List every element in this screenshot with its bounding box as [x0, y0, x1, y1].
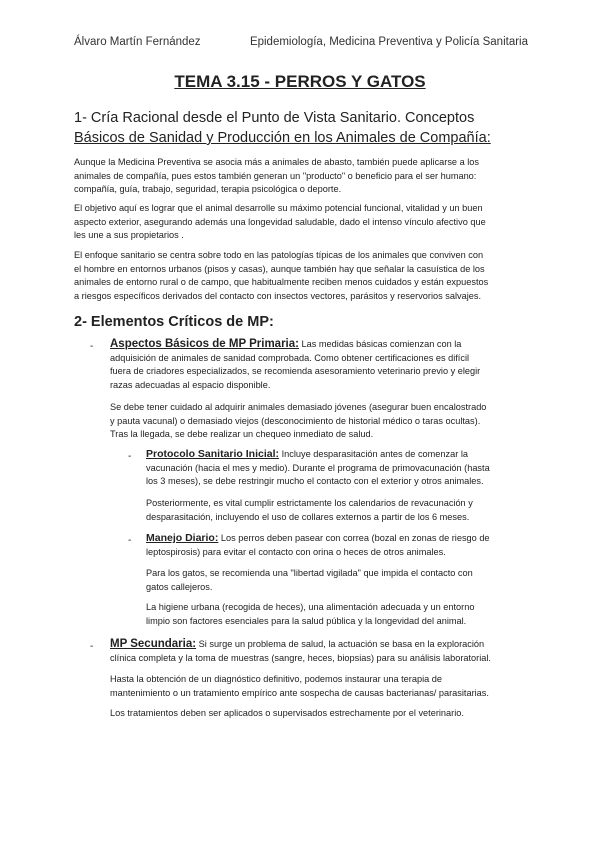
protocolo-label: Protocolo Sanitario Inicial:: [146, 448, 280, 460]
text-line: y pauta vacunal) o demasiado viejos (desconocimiento de historial médico o taras ocultas).: [110, 415, 481, 426]
manejo-paragraph-3: [146, 601, 536, 628]
manejo-line1: Los perros deben pasear con correa (bozal en zonas de riesgo de: [218, 533, 490, 543]
secundaria-label: MP Secundaria:: [110, 638, 197, 650]
text-line: leptospirosis) para evitar el contacto con orina o heces de otros animales.: [146, 546, 446, 557]
text-line: vacunación (hacia el mes y medio). Durante el programa de primovacunación (hasta: [146, 462, 490, 473]
protocolo-line1: Incluye desparasitación antes de comenzar la: [279, 449, 468, 459]
manejo-label: Manejo Diario:: [146, 532, 219, 544]
text-line: Se debe tener cuidado al adquirir animales demasiado jóvenes (asegurar buen encalostrado: [110, 402, 487, 412]
primaria-block: [110, 338, 535, 392]
text-line: razas adecuadas al espacio disponible.: [110, 379, 271, 390]
section1-heading-line1: 1- Cría Racional desde el Punto de Vista Sanitario. Conceptos: [74, 110, 475, 126]
text-line: animales de entorno rural o de campo, que habitualmente reciben menos cuidados y están expuestos: [74, 277, 489, 287]
secundaria-paragraph-3: [110, 707, 535, 721]
protocolo-block: [146, 448, 536, 489]
section1-heading: [74, 108, 534, 148]
secundaria-block: [110, 638, 535, 665]
manejo-paragraph-2: [146, 567, 536, 594]
text-line: La higiene urbana (recogida de heces), una alimentación adecuada y un entorno: [146, 602, 475, 612]
manejo-block: [146, 532, 536, 559]
page-title: TEMA 3.15 - PERROS Y GATOS: [174, 72, 426, 91]
text-line: compañía, guía, trabajo, seguridad, terapia psicológica o deporte.: [74, 184, 342, 194]
text-line: Para los gatos, se recomienda una "libertad vigilada" que impida el contacto con: [146, 568, 473, 578]
text-line: aspecto exterior, asegurando además una longevidad saludable, dado el intenso vínculo afectivo que: [74, 216, 486, 227]
text-line: el hombre en entornos urbanos (pisos y casas), aunque también hay que señalar la casuística de los: [74, 263, 485, 274]
bullet-marker: -: [128, 451, 132, 462]
text-line: Aunque la Medicina Preventiva se asocia más a animales de abasto, también puede aplicarse a los: [74, 157, 479, 167]
text-line: Tras la llegada, se debe realizar un chequeo inmediato de salud.: [110, 429, 374, 439]
text-line: desparasitación, incluyendo el uso de collares externos a partir de los 6 meses.: [146, 511, 470, 522]
text-line: les une a sus propietarios .: [74, 230, 184, 240]
text-line: los 3 meses), se debe restringir mucho el contacto con el exterior y otros animales.: [146, 476, 484, 486]
section1-paragraph-2: [74, 202, 534, 243]
text-line: adquisición de animales de sanidad comprobada. Como obtener certificaciones es difícil: [110, 352, 470, 363]
header-subject: Epidemiología, Medicina Preventiva y Policía Sanitaria: [249, 36, 528, 48]
section1-paragraph-1: [74, 156, 534, 197]
section1-heading-line2: Básicos de Sanidad y Producción en los Animales de Compañía:: [74, 130, 491, 146]
text-line: El enfoque sanitario se centra sobre todo en las patologías típicas de los animales que conviven con: [74, 250, 484, 260]
text-line: mantenimiento o un tratamiento empírico ante sospecha de causas bacterianas/ parasitarias.: [110, 687, 489, 698]
section2-heading: 2- Elementos Críticos de MP:: [74, 314, 274, 330]
bullet-marker: -: [90, 641, 94, 652]
text-line: gatos callejeros.: [146, 581, 213, 592]
text-line: clínica completa y la toma de muestras (sangre, heces, biopsias) para su análisis laboratorial.: [110, 652, 491, 663]
bullet-marker: -: [128, 535, 132, 546]
text-line: Posteriormente, es vital cumplir estrictamente los calendarios de revacunación y: [146, 498, 473, 508]
text-line: fuera de criadores especializados, se recomienda asesoramiento veterinario previo y elegir: [110, 366, 481, 376]
primaria-paragraph-2: [110, 401, 535, 442]
bullet-marker: -: [90, 341, 94, 352]
secundaria-paragraph-2: [110, 673, 535, 700]
primaria-label: Aspectos Básicos de MP Primaria:: [110, 338, 299, 350]
section1-paragraph-3: [74, 249, 534, 303]
text-line: Hasta la obtención de un diagnóstico definitivo, podemos instaurar una terapia de: [110, 674, 442, 684]
header-author: Álvaro Martín Fernández: [74, 36, 201, 48]
text-line: limpio son factores esenciales para la salud pública y la longevidad del animal.: [146, 615, 467, 626]
primaria-line1: Las medidas básicas comienzan con la: [298, 339, 462, 349]
text-line: Los tratamientos deben ser aplicados o supervisados estrechamente por el veterinario.: [110, 708, 464, 718]
text-line: animales de compañía, pues estos también generan un "producto" o beneficio para el ser humano:: [74, 170, 477, 181]
secundaria-line1: Si surge un problema de salud, la actuación se basa en la exploración: [196, 639, 485, 649]
protocolo-paragraph-2: [146, 497, 536, 524]
text-line: a riesgos específicos derivados del contacto con insectos vectores, parásitos y reservorios salvajes.: [74, 290, 481, 301]
text-line: El objetivo aquí es lograr que el animal desarrolle su máximo potencial funcional, vitalidad y un buen: [74, 203, 483, 213]
